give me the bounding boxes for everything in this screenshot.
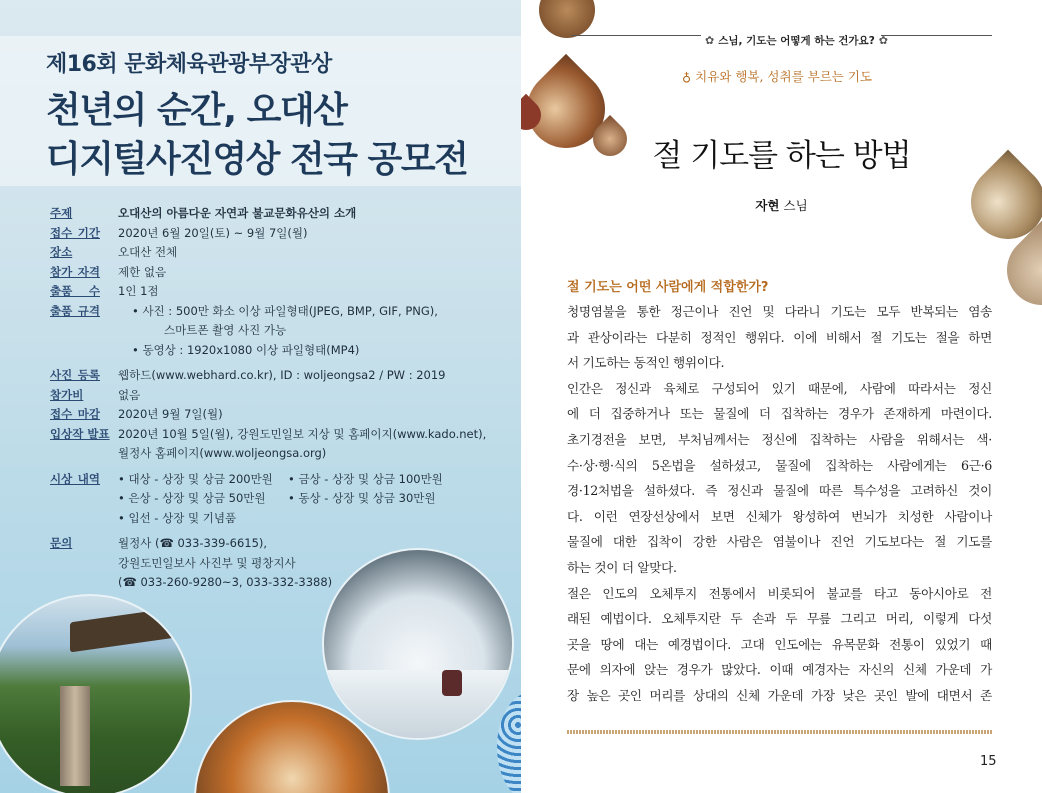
info-value — [118, 470, 448, 529]
running-header-text: 스님, 기도는 어떻게 하는 건가요? — [718, 35, 875, 47]
contest-subtitle: 제16회 문화체육관광부장관상 — [46, 52, 332, 77]
info-value — [118, 243, 177, 263]
body-line: 다. 이런 연장선상에서 보면 신체가 왕성하여 번뇌가 치성한 사람이나 — [567, 508, 992, 524]
author-name: 자현 — [755, 198, 780, 213]
info-line: • 사진 : 500만 화소 이상 파일형태(JPEG, BMP, GIF, PNG), — [132, 303, 438, 318]
body-line: 물질에 대한 집착이 강한 사람은 염불이나 진언 기도보다는 절 기도를 — [567, 534, 992, 550]
info-line: 웹하드(www.webhard.co.kr), ID : woljeongsa2 / PW : 2019 — [118, 368, 446, 382]
info-value — [118, 534, 332, 593]
series-subtitle-text: 치유와 행복, 성취를 부르는 기도 — [695, 69, 872, 84]
info-row-period — [50, 224, 500, 244]
info-label: 주제 — [50, 206, 73, 220]
article-body — [567, 299, 992, 709]
info-label: 입상작 발표 — [50, 426, 110, 441]
info-label: 출품 수 — [50, 284, 100, 298]
info-label: 참가비 — [50, 387, 84, 402]
info-value — [118, 282, 159, 302]
temple-roof — [70, 606, 190, 653]
author-suffix: 스님 — [779, 198, 808, 213]
info-value — [118, 204, 356, 224]
info-label: 접수 마감 — [50, 407, 100, 421]
info-line: 제한 없음 — [118, 264, 167, 279]
info-row-spec — [50, 302, 500, 361]
info-row-theme — [50, 204, 500, 224]
info-row-entries — [50, 282, 500, 302]
info-line: 월정사 (☎ 033-339-6615), — [118, 536, 268, 550]
page-number: 15 — [980, 754, 997, 769]
info-value — [118, 425, 486, 464]
body-line: 문에 의자에 앉는 경우가 많았다. 이때 예경자는 자신의 신체 가운데 가 — [567, 662, 992, 678]
award-item: • 은상 - 상장 및 상금 50만원 — [118, 491, 266, 505]
info-value — [118, 224, 307, 244]
info-row-deadline — [50, 405, 500, 425]
right-page — [521, 0, 1042, 793]
award-item: • 대상 - 상장 및 상금 200만원 — [118, 471, 273, 486]
info-row-upload — [50, 366, 500, 386]
body-line: 하는 것이 더 알맞다. — [567, 559, 677, 575]
awards-grid — [118, 470, 448, 529]
info-label: 장소 — [50, 245, 73, 259]
award-item: • 동상 - 상장 및 상금 30만원 — [288, 491, 436, 505]
body-line: 인간은 정신과 육체로 구성되어 있기 때문에, 사람에 따라서는 정신 — [567, 380, 992, 396]
body-line: 초기경전을 보면, 부처님께서는 정신에 집착하는 사람을 위해서는 색· — [567, 431, 992, 447]
info-label: 참가 자격 — [50, 264, 100, 279]
info-line: 2020년 6월 20일(토) ~ 9월 7일(월) — [118, 225, 308, 240]
body-line: 래된 예법이다. 오체투지란 두 손과 두 무릎 그리고 머리, 이렇게 다섯 — [567, 611, 992, 627]
info-label: 출품 규격 — [50, 303, 100, 318]
lotus-icon: ✿ — [705, 34, 715, 47]
info-row-place — [50, 243, 500, 263]
body-line: 과 관상이라는 다분히 정적인 행위다. 이에 비해서 절 기도는 절을 하면 — [567, 329, 992, 345]
contest-info-table — [50, 204, 500, 593]
pagoda-photo — [0, 594, 192, 793]
info-row-eligibility — [50, 263, 500, 283]
photo-drop-1 — [527, 0, 606, 50]
footer-rule — [567, 730, 992, 734]
info-line: 없음 — [118, 387, 141, 402]
info-line: 오대산 전체 — [118, 245, 178, 259]
body-line: 에 더 집중하거나 또는 물질에 더 집착하는 경우가 존재하게 마련이다. — [567, 406, 992, 422]
info-row-fee — [50, 386, 500, 406]
award-item: • 입선 - 상장 및 기념품 — [118, 510, 237, 525]
info-row-awards — [50, 470, 500, 529]
info-line: 스마트폰 촬영 사진 가능 — [164, 323, 287, 337]
info-line: 2020년 10월 5일(월), 강원도민일보 지상 및 홈페이지(www.kado.net), — [118, 426, 487, 441]
series-subtitle — [682, 67, 872, 85]
contest-title-line1: 천년의 순간, 오대산 — [46, 90, 347, 131]
info-line: 2020년 9월 7일(월) — [118, 407, 223, 421]
section-heading: 절 기도는 어떤 사람에게 적합한가? — [567, 280, 769, 295]
body-line: 수·상·행·식의 5온법을 설하셨고, 물질에 집착하는 사람에게는 6근·6 — [567, 457, 992, 473]
info-label: 사진 등록 — [50, 368, 100, 382]
body-line: 청명염불을 통한 정근이나 진언 및 다라니 기도는 모두 반복되는 염송 — [567, 304, 992, 319]
info-value — [118, 405, 223, 425]
info-line: 강원도민일보사 사진부 및 평창지사 — [118, 555, 296, 570]
snow-valley-photo — [322, 548, 514, 740]
lotus-icon: ✿ — [878, 34, 888, 47]
info-line: 오대산의 아름다운 자연과 불교문화유산의 소개 — [118, 206, 357, 220]
info-value — [118, 386, 140, 406]
info-line: • 동영상 : 1920x1080 이상 파일형태(MP4) — [132, 342, 360, 357]
info-line: 1인 1점 — [118, 284, 159, 298]
contest-title-line2: 디지털사진영상 전국 공모전 — [46, 139, 468, 180]
body-line: 경·12처법을 설하셨다. 즉 정신과 물질에 따른 특수성을 고려하신 것이 — [567, 483, 992, 499]
info-line: (☎ 033-260-9280~3, 033-332-3388) — [118, 575, 333, 589]
body-line: 절은 인도의 오체투지 전통에서 비롯되어 불교를 타고 동아시아로 전 — [567, 585, 992, 601]
info-label: 문의 — [50, 536, 73, 550]
hikers — [442, 670, 462, 696]
info-label: 시상 내역 — [50, 471, 100, 486]
body-line: 장 높은 곳인 머리를 상대의 신체 가운데 가장 낮은 곳인 발에 대면서 존 — [567, 687, 992, 703]
info-value — [118, 366, 446, 386]
award-item: • 금상 - 상장 및 상금 100만원 — [288, 471, 443, 486]
info-line: 월정사 홈페이지(www.woljeongsa.org) — [118, 446, 327, 460]
info-value — [118, 302, 438, 361]
running-header — [701, 33, 888, 48]
article-author — [521, 196, 1042, 214]
info-row-announce — [50, 425, 500, 464]
body-line: 서 기도하는 동적인 행위이다. — [567, 355, 725, 371]
info-label: 접수 기간 — [50, 225, 100, 240]
body-line: 곳을 땅에 대는 예경법이다. 고대 인도에는 유목문화 전통이 있었기 때 — [567, 636, 992, 652]
article-title: 절 기도를 하는 방법 — [652, 138, 911, 174]
praying-hands-icon: ♁ — [682, 69, 692, 84]
stone-pagoda — [60, 686, 90, 786]
info-value — [118, 263, 166, 283]
